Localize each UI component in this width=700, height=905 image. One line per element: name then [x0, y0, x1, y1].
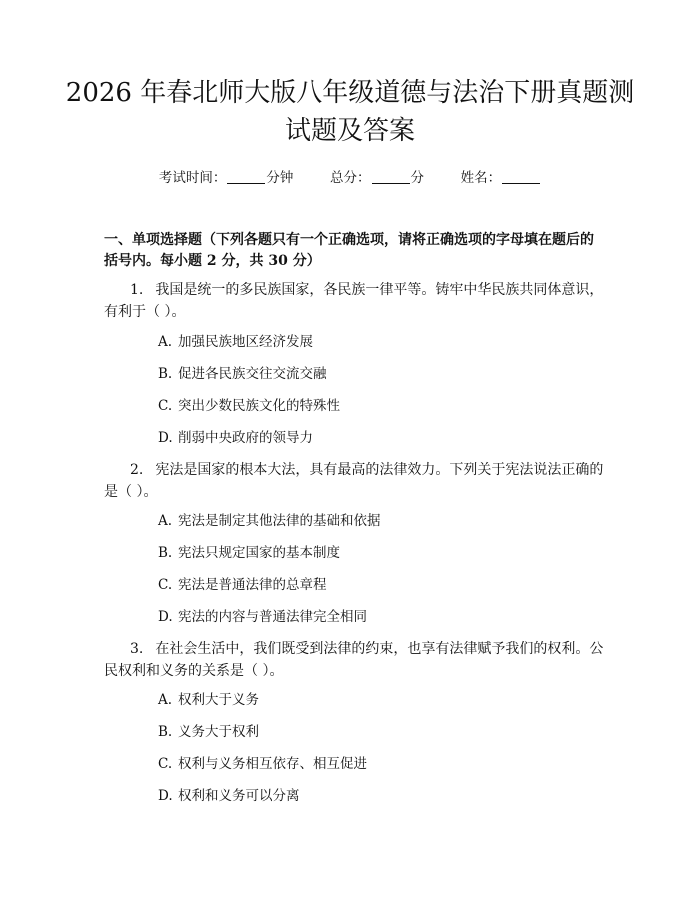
- option-text: 权利大于义务: [178, 692, 259, 708]
- option-label: B.: [158, 366, 173, 382]
- option-label: B.: [158, 545, 173, 561]
- exam-time-unit: 分钟: [266, 170, 294, 186]
- option-text: 权利和义务可以分离: [178, 788, 300, 804]
- question-3: [104, 638, 604, 682]
- question-text: 宪法是国家的根本大法，具有最高的法律效力。下列关于宪法说法正确的是（ ）。: [104, 462, 604, 500]
- question-1-option-c[interactable]: [158, 396, 578, 416]
- question-number: 1.: [130, 282, 144, 298]
- question-1-option-a[interactable]: [158, 332, 578, 352]
- question-number: 3.: [130, 641, 144, 657]
- option-label: B.: [158, 724, 173, 740]
- option-label: C.: [158, 756, 173, 772]
- option-label: D.: [158, 430, 173, 446]
- option-label: D.: [158, 788, 173, 804]
- question-2-option-b[interactable]: [158, 543, 578, 563]
- question-text: 我国是统一的多民族国家，各民族一律平等。铸牢中华民族共同体意识，有利于（ ）。: [104, 282, 604, 320]
- option-text: 宪法的内容与普通法律完全相同: [178, 609, 367, 625]
- option-text: 加强民族地区经济发展: [178, 334, 313, 350]
- option-label: D.: [158, 609, 173, 625]
- student-name-blank[interactable]: [502, 169, 540, 184]
- option-text: 宪法是制定其他法律的基础和依据: [178, 513, 381, 529]
- section-heading: 一、单项选择题（下列各题只有一个正确选项，请将正确选项的字母填在题后的括号内。每小题 2 分，共 30 分）: [104, 232, 594, 269]
- question-text: 在社会生活中，我们既受到法律的约束，也享有法律赋予我们的权利。公民权利和义务的关系是（ ）。: [104, 641, 604, 679]
- question-3-option-d[interactable]: [158, 786, 578, 806]
- question-3-option-a[interactable]: [158, 690, 578, 710]
- question-3-option-b[interactable]: [158, 722, 578, 742]
- option-text: 权利与义务相互依存、相互促进: [178, 756, 367, 772]
- option-label: C.: [158, 398, 173, 414]
- question-1: [104, 279, 604, 323]
- document-title: 2026 年春北师大版八年级道德与法治下册真题测试题及答案: [65, 78, 635, 146]
- option-label: A.: [158, 692, 173, 708]
- student-name-field: [461, 168, 542, 188]
- total-score-unit: 分: [410, 170, 424, 186]
- question-3-option-c[interactable]: [158, 754, 578, 774]
- option-text: 促进各民族交往交流交融: [178, 366, 327, 382]
- exam-time-field: [159, 168, 294, 188]
- exam-time-blank[interactable]: [227, 169, 265, 184]
- total-score-field: [330, 168, 424, 188]
- question-2-option-d[interactable]: [158, 607, 578, 627]
- question-2-option-a[interactable]: [158, 511, 578, 531]
- question-2-option-c[interactable]: [158, 575, 578, 595]
- question-number: 2.: [130, 462, 144, 478]
- option-label: A.: [158, 334, 173, 350]
- question-1-option-d[interactable]: [158, 428, 578, 448]
- option-text: 宪法是普通法律的总章程: [178, 577, 327, 593]
- question-2: [104, 459, 604, 503]
- option-label: C.: [158, 577, 173, 593]
- exam-time-label: 考试时间：: [158, 170, 227, 186]
- option-label: A.: [158, 513, 173, 529]
- option-text: 宪法只规定国家的基本制度: [178, 545, 340, 561]
- exam-info-line: [0, 168, 700, 188]
- option-text: 突出少数民族文化的特殊性: [178, 398, 340, 414]
- total-score-label: 总分：: [330, 170, 371, 186]
- option-text: 义务大于权利: [178, 724, 259, 740]
- total-score-blank[interactable]: [372, 169, 410, 184]
- option-text: 削弱中央政府的领导力: [178, 430, 313, 446]
- question-1-option-b[interactable]: [158, 364, 578, 384]
- student-name-label: 姓名：: [460, 170, 502, 186]
